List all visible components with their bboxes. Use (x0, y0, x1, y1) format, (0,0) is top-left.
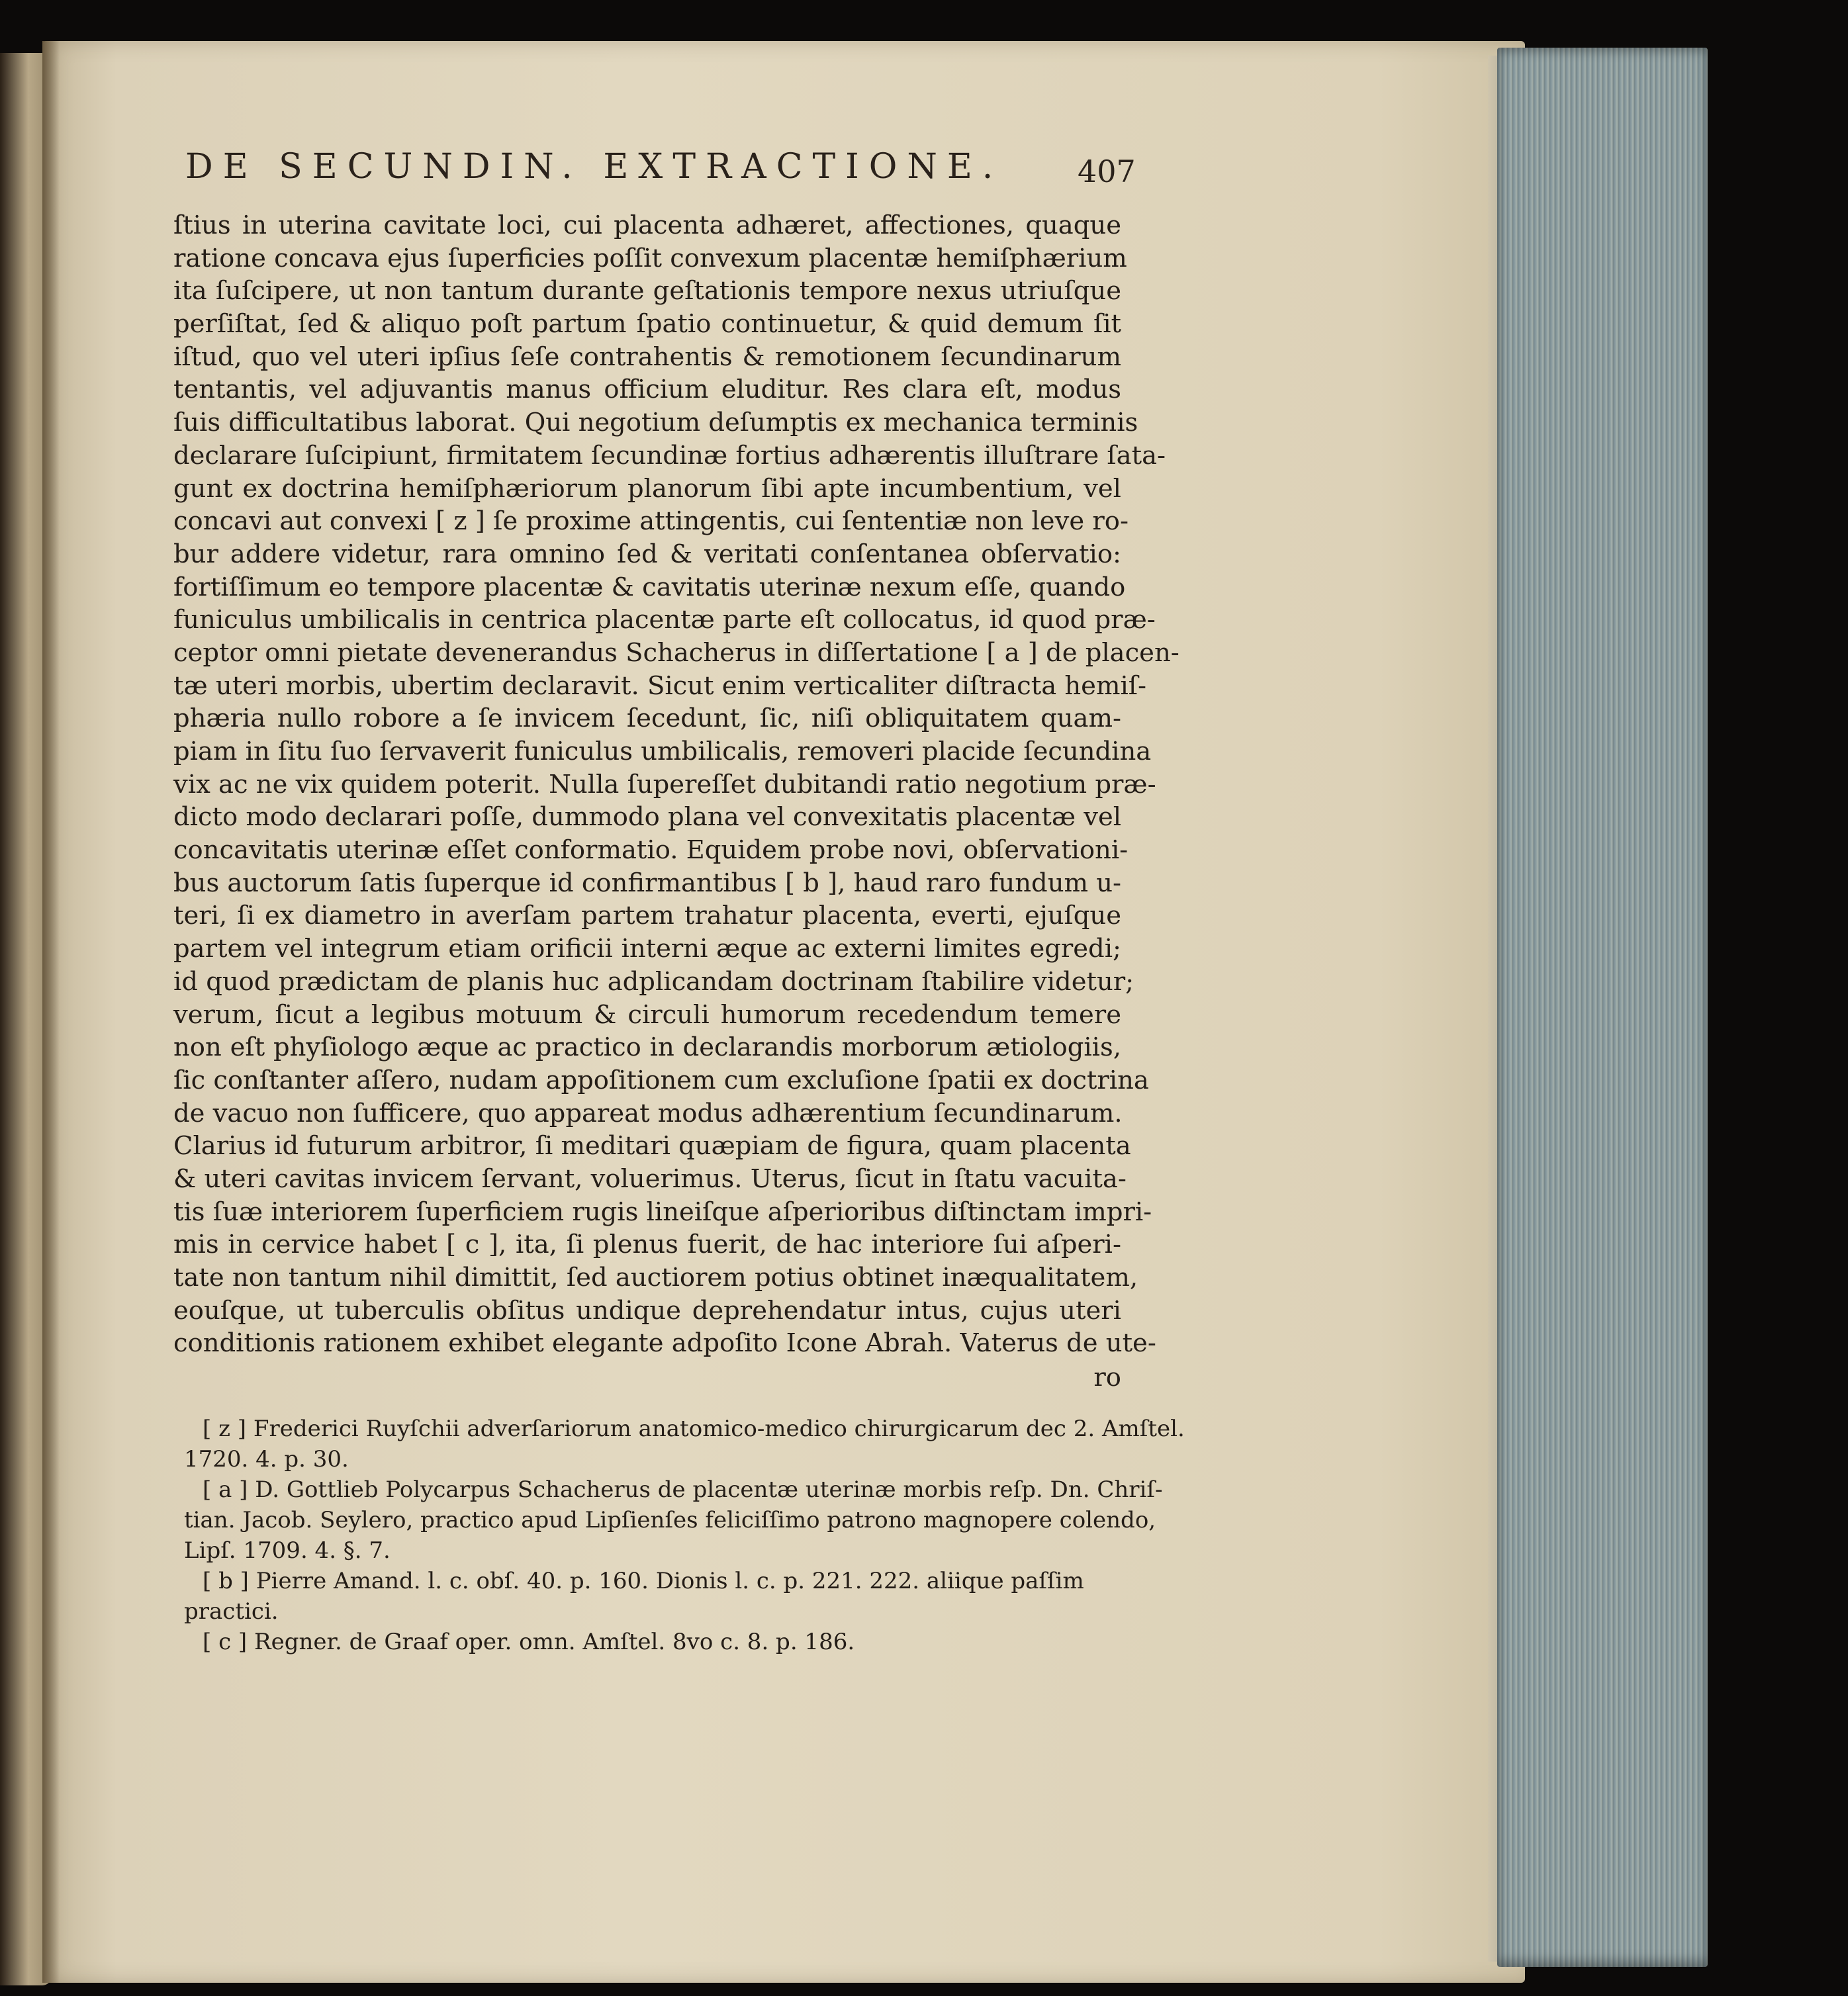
text-line: tentantis, vel adjuvantis manus officium eluditur. Res clara eſt, modus (173, 375, 1121, 405)
text-line: ſtius in uterina cavitate loci, cui placenta adhæret, affectiones, quaque (173, 210, 1121, 240)
book-fore-edge (1497, 48, 1708, 1967)
main-text-block (173, 209, 1179, 1394)
text-line: eouſque, ut tuberculis obſitus undique deprehendatur intus, cujus uteri (173, 1295, 1121, 1326)
text-line: ratione concava ejus ſuperficies poſſit convexum placentæ hemiſphærium (173, 243, 1127, 273)
footnote-line: [ a ] D. Gottlieb Polycarpus Schacherus de placentæ uterinæ morbis reſp. Dn. Chriſ- (203, 1476, 1163, 1503)
text-line: concavi aut convexi [ z ] ſe proxime attingentis, cui ſententiæ non leve ro- (173, 506, 1129, 537)
footnote-line: 1720. 4. p. 30. (184, 1446, 349, 1473)
text-line: fortiſſimum eo tempore placentæ & cavitatis uterinæ nexum eſſe, quando (173, 572, 1126, 602)
text-line: bus auctorum ſatis ſuperque id confirmantibus [ b ], haud raro fundum u- (173, 868, 1122, 898)
text-line: bur addere videtur, rara omnino ſed & veritati conſentanea obſervatio: (173, 539, 1121, 569)
text-line: tæ uteri morbis, ubertim declaravit. Sicut enim verticaliter diſtracta hemiſ- (173, 670, 1147, 701)
catchword: ro (1093, 1363, 1121, 1393)
text-line: gunt ex doctrina hemiſphæriorum planorum ſibi apte incumbentium, vel (173, 473, 1121, 504)
text-line: tis ſuæ interiorem ſuperficiem rugis lineiſque aſperioribus diſtinctam impri- (173, 1197, 1152, 1227)
footnote-line: [ b ] Pierre Amand. l. c. obſ. 40. p. 160. Dionis l. c. p. 221. 222. aliique paſſim (203, 1568, 1084, 1594)
text-line: teri, ſi ex diametro in averſam partem trahatur placenta, everti, ejuſque (173, 901, 1121, 931)
text-line: funiculus umbilicalis in centrica placentæ parte eſt collocatus, id quod præ- (173, 605, 1156, 635)
text-line: ita ſuſcipere, ut non tantum durante geſtationis tempore nexus utriuſque (173, 276, 1121, 306)
text-line: mis in cervice habet [ c ], ita, ſi plenus fuerit, de hac interiore ſui aſperi- (173, 1230, 1121, 1260)
text-line: ceptor omni pietate devenerandus Schacherus in diſſertatione [ a ] de placen- (173, 637, 1179, 668)
text-line: tate non tantum nihil dimittit, ſed auctiorem potius obtinet inæqualitatem, (173, 1263, 1138, 1293)
text-line: vix ac ne vix quidem poterit. Nulla ſupereſſet dubitandi ratio negotium præ- (173, 769, 1156, 799)
text-line: & uteri cavitas invicem ſervant, voluerimus. Uterus, ſicut in ſtatu vacuita- (173, 1163, 1127, 1194)
running-head-title: DE SECUNDIN. EXTRACTIONE. (185, 147, 1003, 187)
text-line: piam in ſitu ſuo ſervaverit funiculus umbilicalis, removeri placide ſecundina (173, 737, 1152, 766)
text-line: non eſt phyſiologo æque ac practico in declarandis morborum ætiologiis, (173, 1032, 1121, 1063)
footnote-line: tian. Jacob. Seylero, practico apud Lipſienſes feliciſſimo patrono magnopere colendo, (184, 1507, 1156, 1533)
text-line: perſiſtat, ſed & aliquo poſt partum ſpatio continuetur, & quid demum ſit (173, 309, 1121, 340)
text-line: ſuis difficultatibus laborat. Qui negotium deſumptis ex mechanica terminis (173, 408, 1138, 438)
footnotes-block (184, 1414, 1185, 1657)
text-line: dicto modo declarari poſſe, dummodo plana vel convexitatis placentæ vel (173, 802, 1122, 833)
footnote-line: practici. (184, 1598, 279, 1625)
text-line: ſic conſtanter aſſero, nudam appoſitionem cum excluſione ſpatii ex doctrina (173, 1065, 1149, 1095)
page-number: 407 (1078, 154, 1136, 189)
text-line: partem vel integrum etiam orificii interni æque ac externi limites egredi; (173, 934, 1121, 964)
text-line: conditionis rationem exhibet elegante adpoſito Icone Abrah. Vaterus de ute- (173, 1328, 1156, 1359)
text-line: iſtud, quo vel uteri ipſius ſeſe contrahentis & remotionem ſecundinarum (173, 341, 1121, 372)
text-line: phæria nullo robore a ſe invicem ſecedunt, ſic, niſi obliquitatem quam- (173, 703, 1121, 734)
text-line: declarare ſuſcipiunt, firmitatem ſecundinæ fortius adhærentis illuſtrare ſata- (173, 440, 1166, 471)
text-line: de vacuo non ſufficere, quo appareat modus adhærentium ſecundinarum. (173, 1098, 1123, 1128)
text-line: Clarius id futurum arbitror, ſi meditari quæpiam de figura, quam placenta (173, 1131, 1131, 1161)
text-line: verum, ſicut a legibus motuum & circuli humorum recedendum temere (173, 999, 1121, 1030)
page-gutter-shadow (42, 41, 60, 1983)
footnote-line: Lipſ. 1709. 4. §. 7. (184, 1537, 391, 1564)
text-line: concavitatis uterinæ eſſet conformatio. Equidem probe novi, obſervationi- (173, 835, 1129, 866)
text-line: id quod prædictam de planis huc adplicandam doctrinam ſtabilire videtur; (173, 966, 1134, 997)
footnote-line: [ z ] Frederici Ruyſchii adverſariorum anatomico-medico chirurgicarum dec 2. Amſtel. (203, 1416, 1185, 1442)
footnote-line: [ c ] Regner. de Graaf oper. omn. Amſtel. 8vo c. 8. p. 186. (203, 1629, 855, 1655)
